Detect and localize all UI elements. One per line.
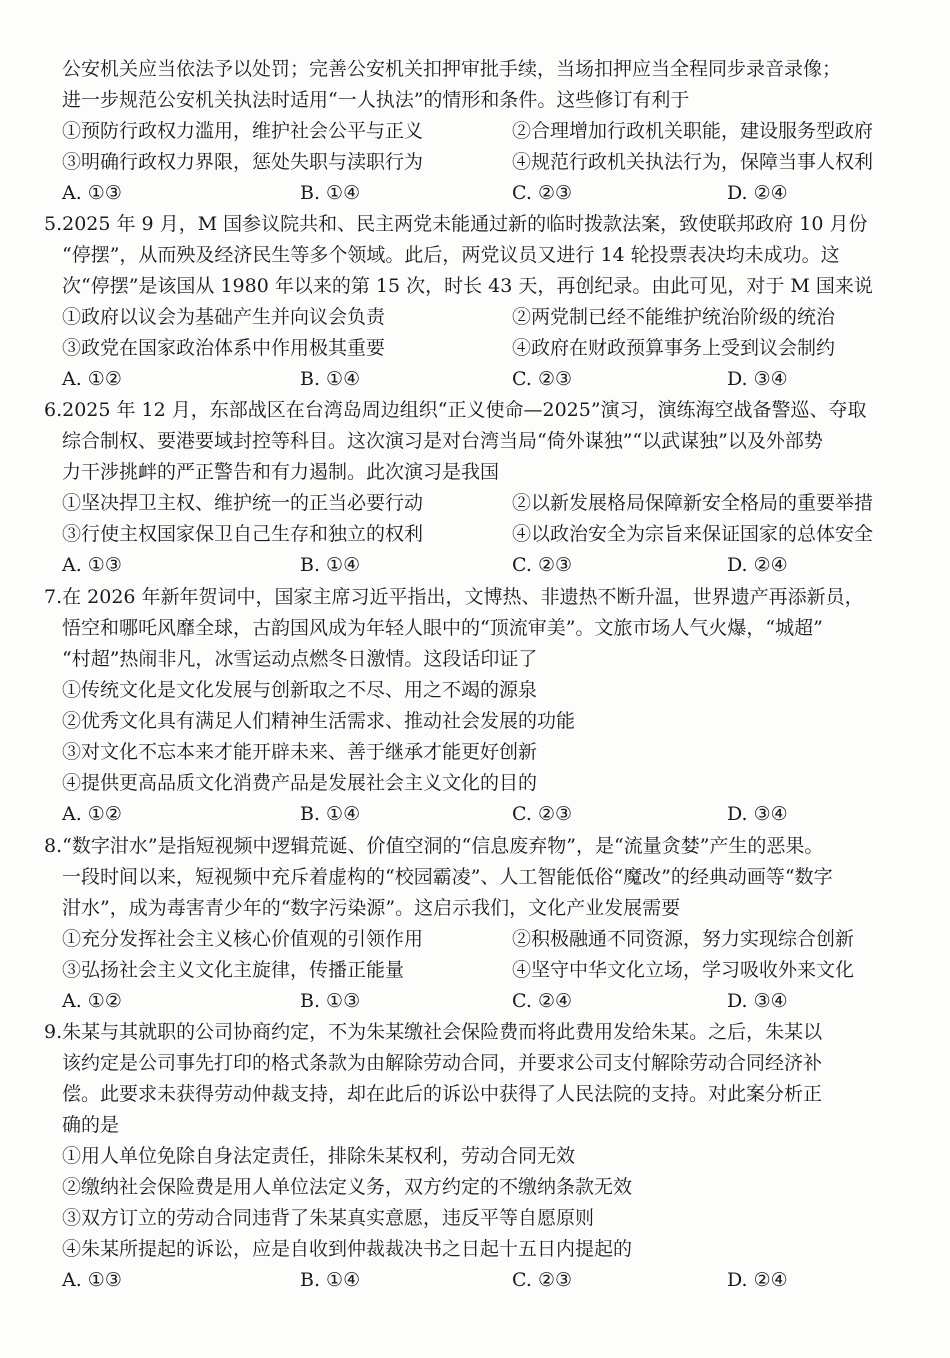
question-8-choice-c: C. ②④ [512,990,573,1012]
question-5-choice-d: D. ③④ [727,368,788,390]
question-8-statement-2: ②积极融通不同资源，努力实现综合创新 [512,928,855,950]
question-6-choice-b: B. ①④ [300,554,361,576]
question-6-choice-d: D. ②④ [727,554,788,576]
question-9-choice-b: B. ①④ [300,1269,361,1291]
question-6-statement-2: ②以新发展格局保障新安全格局的重要举措 [512,492,874,514]
question-9-stem-line: 偿。此要求未获得劳动仲裁支持，却在此后的诉讼中获得了人民法院的支持。对此案分析正 [62,1083,823,1105]
question-6-choice-c: C. ②③ [512,554,573,576]
question-7-choice-a: A. ①② [62,803,122,825]
question-5-stem-line: 次“停摆”是该国从 1980 年以来的第 15 次，时长 43 天，再创纪录。由此可见，对于 M 国来说 [62,275,873,297]
question-8-choice-b: B. ①③ [300,990,361,1012]
question-8-stem-line: 8.“数字泔水”是指短视频中逻辑荒诞、价值空洞的“信息废弃物”，是“流量贪婪”产生的恶果。 [44,835,824,857]
question-7-stem-line: 悟空和哪吒风靡全球，古韵国风成为年轻人眼中的“顶流审美”。文旅市场人气火爆，“城超” [62,617,823,639]
question-9-statement-2: ②缴纳社会保险费是用人单位法定义务，双方约定的不缴纳条款无效 [62,1176,633,1198]
question-9-statement-4: ④朱某所提起的诉讼，应是自收到仲裁裁决书之日起十五日内提起的 [62,1238,633,1260]
question-7-statement-3: ③对文化不忘本来才能开辟未来、善于继承才能更好创新 [62,741,538,763]
question-8-statement-4: ④坚守中华文化立场，学习吸收外来文化 [512,959,855,981]
question-6-statement-1: ①坚决捍卫主权、维护统一的正当必要行动 [62,492,424,514]
question-5-choice-c: C. ②③ [512,368,573,390]
question-8-statement-3: ③弘扬社会主义文化主旋律，传播正能量 [62,959,405,981]
question-7-statement-4: ④提供更高品质文化消费产品是发展社会主义文化的目的 [62,772,538,794]
question-4-stem-line: 公安机关应当依法予以处罚；完善公安机关扣押审批手续，当场扣押应当全程同步录音录像； [62,58,842,80]
question-9-choice-a: A. ①③ [62,1269,122,1291]
question-5-stem-line: “停摆”，从而殃及经济民生等多个领域。此后，两党议员又进行 14 轮投票表决均未成功。这 [62,244,840,266]
question-6-stem-line: 综合制权、要港要域封控等科目。这次演习是对台湾当局“倚外谋独”“以武谋独”以及外部势 [62,430,823,452]
question-8-stem-line: 一段时间以来，短视频中充斥着虚构的“校园霸凌”、人工智能低俗“魔改”的经典动画等“数字 [62,866,833,888]
question-5-choice-b: B. ①④ [300,368,361,390]
question-9-choice-c: C. ②③ [512,1269,573,1291]
question-8-choice-a: A. ①② [62,990,122,1012]
question-6-stem-line: 力干涉挑衅的严正警告和有力遏制。此次演习是我国 [62,461,500,483]
question-8-statement-1: ①充分发挥社会主义核心价值观的引领作用 [62,928,424,950]
question-4-choice-a: A. ①③ [62,182,122,204]
question-9-stem-line: 该约定是公司事先打印的格式条款为由解除劳动合同，并要求公司支付解除劳动合同经济补 [62,1052,823,1074]
question-9-statement-1: ①用人单位免除自身法定责任，排除朱某权利，劳动合同无效 [62,1145,576,1167]
question-9-choice-d: D. ②④ [727,1269,788,1291]
question-9-stem-line: 确的是 [62,1114,120,1136]
question-4-choice-c: C. ②③ [512,182,573,204]
question-7-stem-line: 7.在 2026 年新年贺词中，国家主席习近平指出，文博热、非遗热不断升温，世界遗产再添新员， [44,586,864,608]
question-4-choice-b: B. ①④ [300,182,361,204]
question-5-choice-a: A. ①② [62,368,122,390]
question-4-statement-1: ①预防行政权力滥用，维护社会公平与正义 [62,120,424,142]
question-5-statement-1: ①政府以议会为基础产生并向议会负责 [62,306,386,328]
question-4-stem-line: 进一步规范公安机关执法时适用“一人执法”的情形和条件。这些修订有利于 [62,89,690,111]
question-6-statement-3: ③行使主权国家保卫自己生存和独立的权利 [62,523,424,545]
question-9-statement-3: ③双方订立的劳动合同违背了朱某真实意愿，违反平等自愿原则 [62,1207,595,1229]
question-9-stem-line: 9.朱某与其就职的公司协商约定，不为朱某缴社会保险费而将此费用发给朱某。之后，朱某以 [44,1021,823,1043]
question-7-choice-c: C. ②③ [512,803,573,825]
question-7-statement-1: ①传统文化是文化发展与创新取之不尽、用之不竭的源泉 [62,679,538,701]
question-7-statement-2: ②优秀文化具有满足人们精神生活需求、推动社会发展的功能 [62,710,576,732]
question-4-statement-4: ④规范行政机关执法行为，保障当事人权利 [512,151,874,173]
question-5-statement-2: ②两党制已经不能维护统治阶级的统治 [512,306,836,328]
question-5-statement-3: ③政党在国家政治体系中作用极其重要 [62,337,386,359]
question-6-stem-line: 6.2025 年 12 月，东部战区在台湾岛周边组织“正义使命—2025”演习，演练海空战备警巡、夺取 [44,399,867,421]
question-4-statement-2: ②合理增加行政机关职能，建设服务型政府 [512,120,874,142]
question-7-choice-d: D. ③④ [727,803,788,825]
question-7-stem-line: “村超”热闹非凡，冰雪运动点燃冬日激情。这段话印证了 [62,648,538,670]
question-8-stem-line: 泔水”，成为毒害青少年的“数字污染源”。这启示我们，文化产业发展需要 [62,897,681,919]
question-6-statement-4: ④以政治安全为宗旨来保证国家的总体安全 [512,523,874,545]
question-5-statement-4: ④政府在财政预算事务上受到议会制约 [512,337,836,359]
question-5-stem-line: 5.2025 年 9 月，M 国参议院共和、民主两党未能通过新的临时拨款法案，致使联邦政府 10 月份 [44,213,868,235]
question-7-choice-b: B. ①④ [300,803,361,825]
question-4-statement-3: ③明确行政权力界限，惩处失职与渎职行为 [62,151,424,173]
question-8-choice-d: D. ③④ [727,990,788,1012]
question-4-choice-d: D. ②④ [727,182,788,204]
question-6-choice-a: A. ①③ [62,554,122,576]
